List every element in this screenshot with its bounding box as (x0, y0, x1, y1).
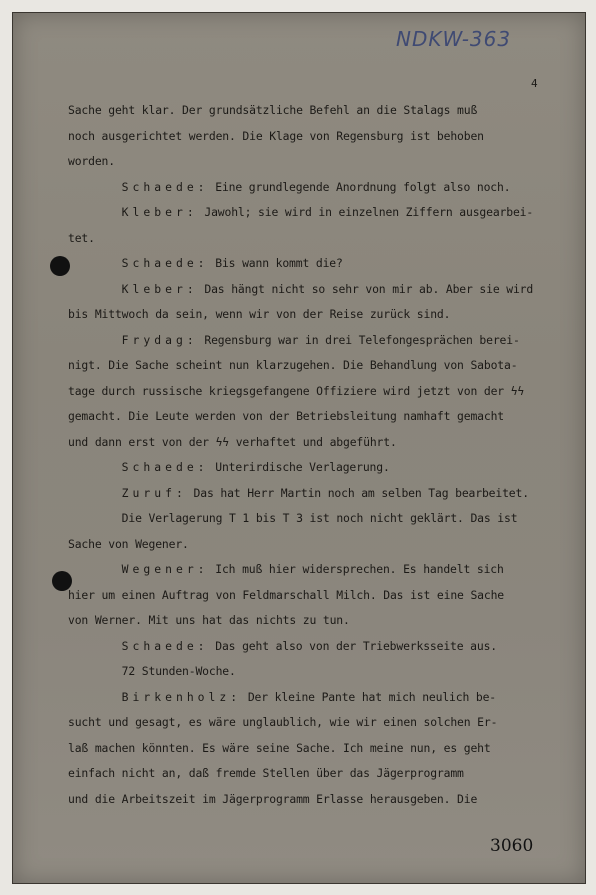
speaker-name: Schaede: (121, 256, 209, 270)
line-text: nigt. Die Sache scheint nun klarzugehen. Die Behandlung von Sabota- (68, 358, 518, 372)
text-line (68, 634, 573, 660)
line-text: Bis wann kommt die? (208, 256, 343, 270)
line-text: und die Arbeitszeit im Jägerprogramm Erlasse herausgeben. Die (68, 791, 478, 806)
line-text: Regensburg war in drei Telefongesprächen berei- (197, 332, 520, 347)
line-text: Das hängt nicht so sehr von mir ab. Aber sie wird (197, 281, 534, 296)
line-text: Der kleine Pante hat mich neulich be- (241, 689, 497, 704)
line-text: Das geht also von der Triebwerksseite aus. (208, 638, 497, 653)
text-line (68, 736, 573, 762)
line-text: hier um einen Auftrag von Feldmarschall Milch. Das ist eine Sache (68, 587, 505, 602)
line-text: Unterirdische Verlagerung. (208, 460, 390, 474)
text-line (68, 149, 573, 175)
text-line (68, 506, 573, 532)
text-line (68, 787, 573, 813)
text-line (68, 583, 573, 609)
line-text: einfach nicht an, daß fremde Stellen über das Jägerprogramm (68, 766, 464, 780)
line-text: 72 Stunden-Woche. (121, 664, 236, 678)
speaker-name: Schaede: (121, 460, 209, 474)
line-text: und dann erst von der ϟϟ verhaftet und abgeführt. (68, 434, 397, 449)
line-text: Ich muß hier widersprechen. Es handelt sich (208, 562, 504, 576)
text-line (68, 761, 573, 787)
text-line (68, 379, 573, 405)
speaker-name: Zuruf: (121, 485, 187, 500)
text-line (68, 659, 573, 685)
line-text: worden. (68, 154, 115, 168)
line-text: von Werner. Mit uns hat das nichts zu tun. (68, 613, 350, 627)
text-line (68, 98, 573, 124)
text-line (68, 251, 573, 277)
line-text: laß machen könnten. Es wäre seine Sache. Ich meine nun, es geht (68, 740, 491, 755)
line-text: Eine grundlegende Anordnung folgt also noch. (208, 179, 511, 194)
speaker-name: Birkenholz: (121, 689, 242, 704)
line-text: noch ausgerichtet werden. Die Klage von Regensburg ist behoben (68, 128, 484, 143)
line-text: sucht und gesagt, es wäre unglaublich, wie wir einen solchen Er- (68, 715, 498, 729)
text-line (68, 200, 573, 226)
text-line (68, 328, 573, 354)
speaker-name: Kleber: (121, 205, 198, 219)
text-line (68, 430, 573, 456)
text-line (68, 557, 573, 583)
speaker-name: Frydag: (121, 332, 198, 347)
line-text: bis Mittwoch da sein, wenn wir von der Reise zurück sind. (68, 307, 451, 321)
line-text: Sache geht klar. Der grundsätzliche Befehl an die Stalags muß (68, 103, 478, 117)
text-line (68, 175, 573, 201)
text-line (68, 608, 573, 634)
text-line (68, 353, 573, 379)
footer-number: 3060 (490, 836, 534, 856)
archive-stamp: NDKW-363 (396, 27, 512, 51)
speaker-name: Kleber: (121, 281, 198, 296)
document-body (68, 98, 573, 812)
speaker-name: Schaede: (121, 638, 209, 653)
text-line (68, 226, 573, 252)
line-text: Die Verlagerung T 1 bis T 3 ist noch nicht geklärt. Das ist (121, 511, 518, 525)
line-text: gemacht. Die Leute werden von der Betriebsleitung namhaft gemacht (68, 409, 505, 423)
line-text: tet. (68, 230, 95, 245)
punch-hole (50, 256, 70, 276)
line-text: Jawohl; sie wird in einzelnen Ziffern ausgearbei- (197, 205, 534, 219)
text-line (68, 404, 573, 430)
text-line (68, 455, 573, 481)
text-line (68, 685, 573, 711)
line-text: tage durch russische kriegsgefangene Offiziere wird jetzt von der ϟϟ (68, 383, 525, 398)
text-line (68, 481, 573, 507)
text-line (68, 124, 573, 150)
text-line (68, 302, 573, 328)
text-line (68, 532, 573, 558)
line-text: Sache von Wegener. (68, 536, 189, 551)
text-line (68, 710, 573, 736)
speaker-name: Schaede: (121, 179, 209, 194)
text-line (68, 277, 573, 303)
page-number: 4 (531, 77, 538, 90)
speaker-name: Wegener: (121, 562, 209, 576)
line-text: Das hat Herr Martin noch am selben Tag bearbeitet. (186, 485, 529, 500)
